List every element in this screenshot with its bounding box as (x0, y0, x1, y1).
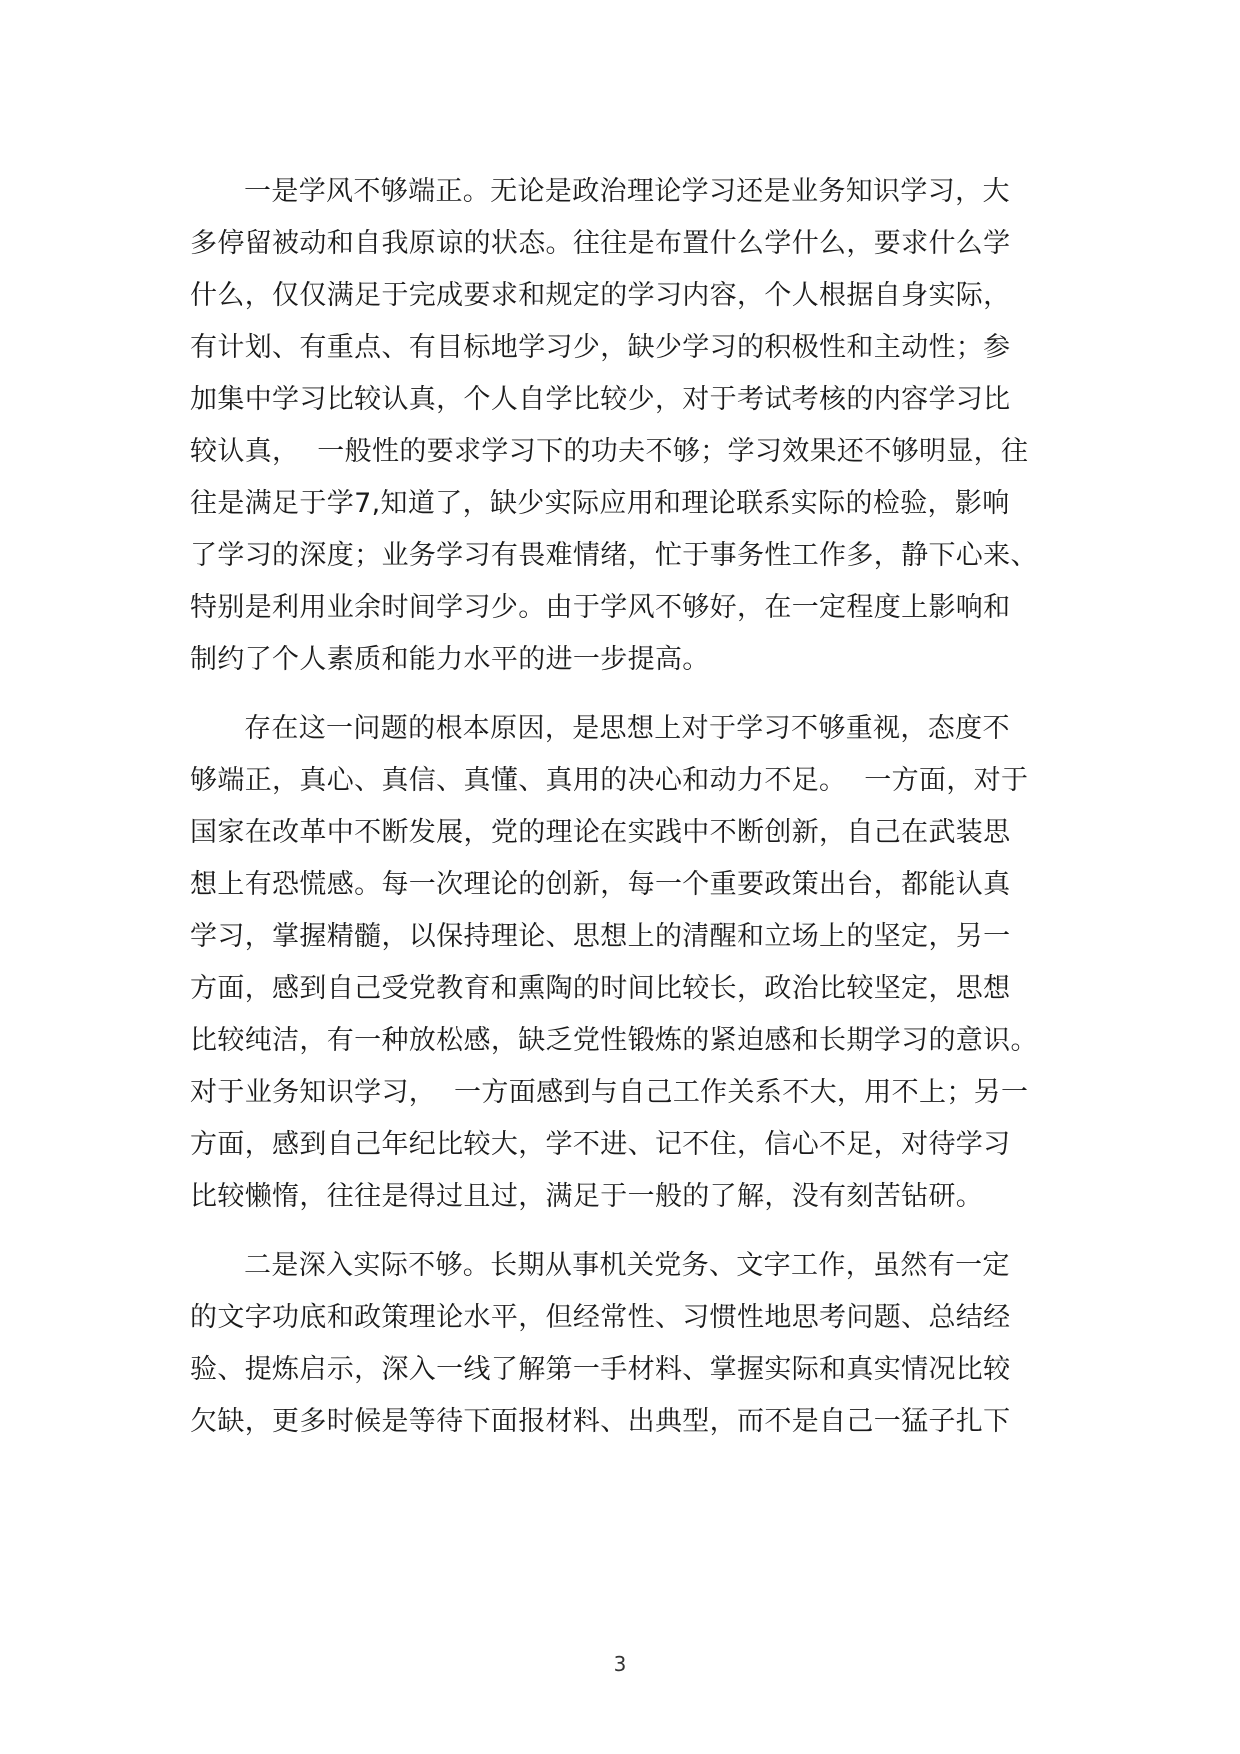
text-line: 比较纯洁，有一种放松感，缺乏党性锻炼的紧迫感和长期学习的意识。 (190, 1025, 1038, 1056)
paragraph-study-style (190, 166, 1050, 686)
text-line: 够端正，真心、真信、真懂、真用的决心和动力不足。 一方面，对于 (190, 765, 1029, 796)
text-line: 多停留被动和自我原谅的状态。往往是布置什么学什么，要求什么学 (190, 228, 1011, 259)
text-line: 比较懒惰，往往是得过且过，满足于一般的了解，没有刻苦钻研。 (190, 1181, 984, 1212)
paragraph-root-cause (190, 703, 1050, 1223)
text-line: 制约了个人素质和能力水平的进一步提高。 (190, 644, 710, 675)
text-line: 较认真， 一般性的要求学习下的功夫不够；学习效果还不够明显，往 (190, 436, 1029, 467)
text-line: 特别是利用业余时间学习少。由于学风不够好，在一定程度上影响和 (190, 592, 1011, 623)
text-line: 什么，仅仅满足于完成要求和规定的学习内容，个人根据自身实际， (190, 280, 1011, 311)
text-line: 方面，感到自己年纪比较大，学不进、记不住，信心不足，对待学习 (190, 1129, 1011, 1160)
text-line: 对于业务知识学习， 一方面感到与自己工作关系不大，用不上；另一 (190, 1077, 1029, 1108)
text-line: 验、提炼启示，深入一线了解第一手材料、掌握实际和真实情况比较 (190, 1354, 1011, 1385)
text-line: 存在这一问题的根本原因，是思想上对于学习不够重视，态度不 (244, 713, 1010, 744)
body-text (190, 166, 1050, 1465)
text-line: 学习，掌握精髓，以保持理论、思想上的清醒和立场上的坚定，另一 (190, 921, 1011, 952)
text-line: 的文字功底和政策理论水平，但经常性、习惯性地思考问题、总结经 (190, 1302, 1011, 1333)
text-line: 欠缺，更多时候是等待下面报材料、出典型，而不是自己一猛子扎下 (190, 1406, 1011, 1437)
text-line: 国家在改革中不断发展，党的理论在实践中不断创新，自己在武装思 (190, 817, 1011, 848)
paragraph-practice (190, 1240, 1050, 1448)
text-line: 有计划、有重点、有目标地学习少，缺少学习的积极性和主动性；参 (190, 332, 1011, 363)
text-line: 了学习的深度；业务学习有畏难情绪，忙于事务性工作多，静下心来、 (190, 540, 1038, 571)
text-line: 往是满足于学7,知道了，缺少实际应用和理论联系实际的检验，影响 (190, 488, 1010, 519)
text-line: 方面，感到自己受党教育和熏陶的时间比较长，政治比较坚定，思想 (190, 973, 1011, 1004)
page-number: 3 (613, 1652, 627, 1676)
text-line: 一是学风不够端正。无论是政治理论学习还是业务知识学习，大 (244, 176, 1010, 207)
text-line: 加集中学习比较认真，个人自学比较少，对于考试考核的内容学习比 (190, 384, 1011, 415)
text-line: 二是深入实际不够。长期从事机关党务、文字工作，虽然有一定 (244, 1250, 1010, 1281)
text-line: 想上有恐慌感。每一次理论的创新，每一个重要政策出台，都能认真 (190, 869, 1011, 900)
